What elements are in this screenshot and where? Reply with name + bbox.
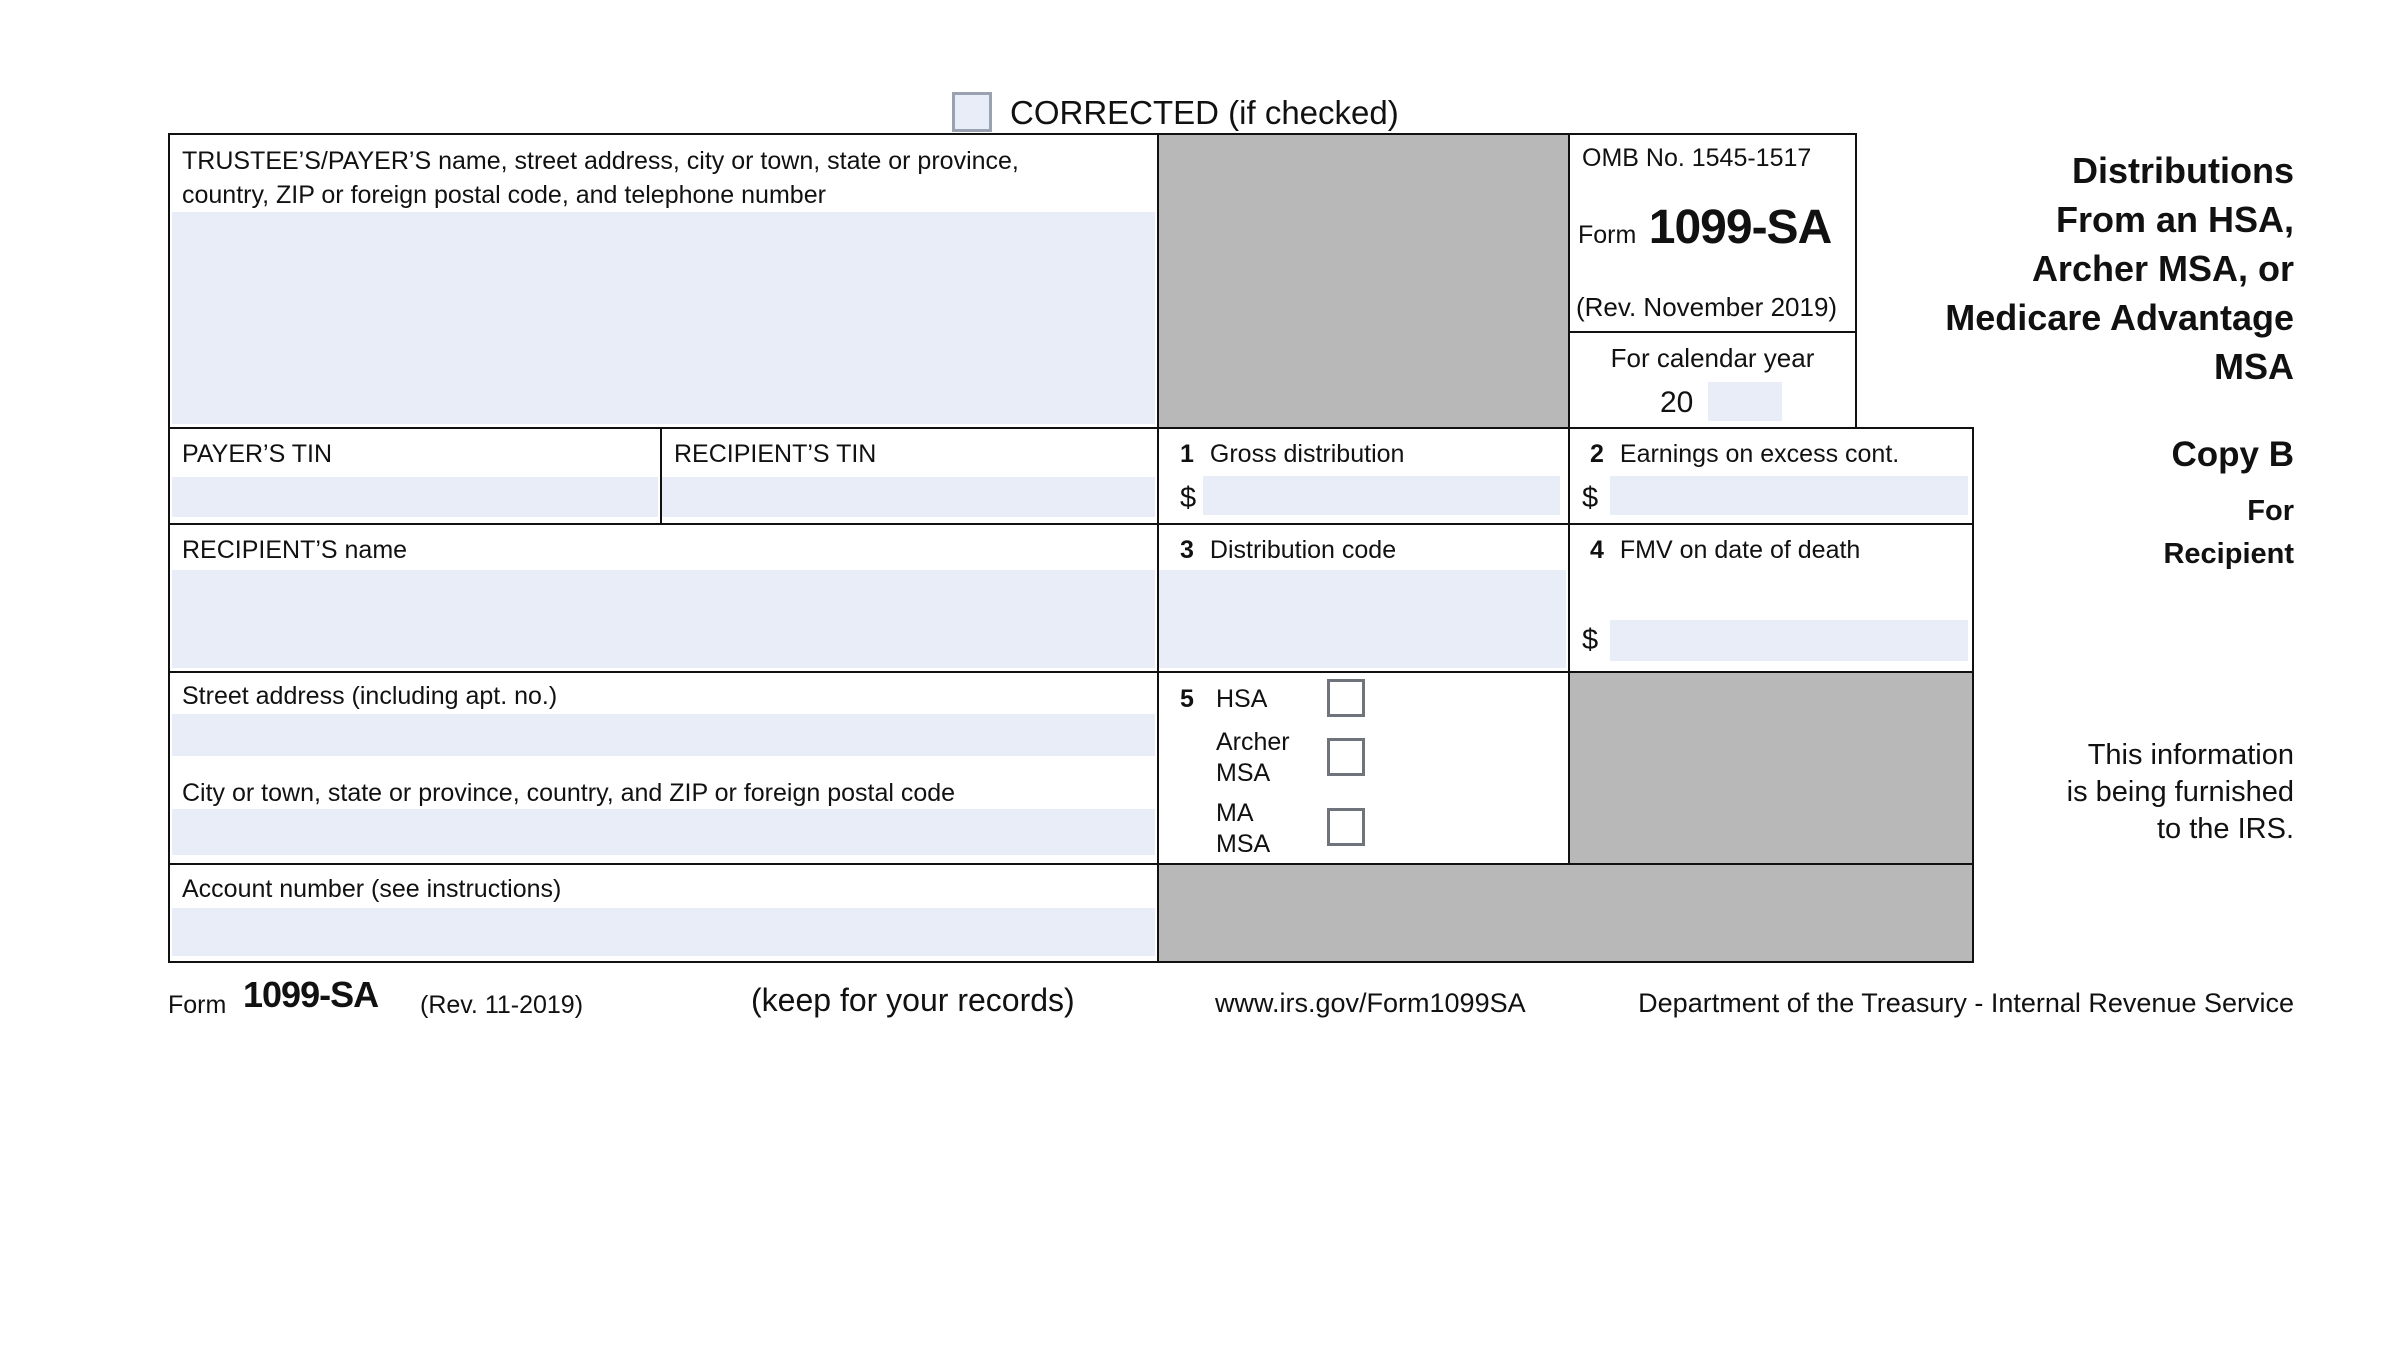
- form-title-line: MSA: [2214, 346, 2294, 387]
- street-address-input[interactable]: [172, 714, 1155, 756]
- recipient-name-label: RECIPIENT’S name: [182, 536, 408, 564]
- form-title: [1945, 146, 2294, 391]
- border-line: [168, 961, 1974, 963]
- footer-form-number: 1099-SA: [243, 974, 379, 1015]
- box4-label-text: FMV on date of death: [1619, 536, 1861, 564]
- recipient-name-input[interactable]: [172, 570, 1155, 668]
- shaded-area-bottom: [1157, 863, 1972, 961]
- box2-dollar-sign: $: [1582, 482, 1599, 514]
- footer-revision: (Rev. 11-2019): [420, 991, 584, 1019]
- calendar-year-prefix: 20: [1660, 386, 1694, 419]
- furnished-note: [2067, 737, 2294, 848]
- border-line: [168, 671, 1974, 673]
- border-line: [660, 427, 662, 523]
- furnished-note-line: to the IRS.: [2156, 813, 2294, 845]
- form-title-line: Distributions: [2072, 150, 2294, 191]
- payer-tin-label: PAYER’S TIN: [182, 440, 333, 468]
- hsa-checkbox[interactable]: [1327, 679, 1365, 717]
- box1-label-text: Gross distribution: [1209, 440, 1405, 468]
- border-line: [1972, 427, 1974, 963]
- box4-number: 4: [1590, 536, 1604, 564]
- for-line: For: [2247, 495, 2294, 527]
- account-number-input[interactable]: [172, 908, 1155, 956]
- earnings-excess-input[interactable]: [1610, 476, 1968, 515]
- border-line: [1568, 331, 1857, 333]
- trustee-info-input[interactable]: [172, 212, 1155, 424]
- corrected-label: CORRECTED (if checked): [1010, 94, 1399, 131]
- box2-label-text: Earnings on excess cont.: [1619, 440, 1900, 468]
- gross-distribution-input[interactable]: [1203, 476, 1560, 515]
- border-line: [168, 427, 1974, 429]
- border-line: [168, 523, 1974, 525]
- corrected-checkbox[interactable]: [952, 92, 992, 132]
- copy-b-for-recipient: [2163, 490, 2294, 576]
- shaded-area-middle: [1568, 671, 1972, 863]
- form-revision: (Rev. November 2019): [1576, 292, 1838, 322]
- footer-irs-url: www.irs.gov/Form1099SA: [1215, 988, 1526, 1018]
- box5-option-archer-label: Archer MSA: [1216, 728, 1290, 787]
- border-line: [1855, 133, 1857, 429]
- box1-label: [1180, 437, 1404, 471]
- box3-label: [1180, 533, 1396, 567]
- for-line: Recipient: [2163, 538, 2294, 570]
- footer-keep-note: (keep for your records): [751, 982, 1075, 1018]
- calendar-year-input[interactable]: [1708, 382, 1782, 421]
- recipient-tin-label: RECIPIENT’S TIN: [674, 440, 877, 468]
- box5-option-hsa-label: HSA: [1216, 685, 1268, 713]
- ma-msa-checkbox[interactable]: [1327, 808, 1365, 846]
- footer-department: Department of the Treasury - Internal Revenue Service: [1638, 988, 2294, 1018]
- city-input[interactable]: [172, 809, 1155, 855]
- payer-tin-input[interactable]: [172, 477, 658, 517]
- furnished-note-line: is being furnished: [2066, 776, 2294, 808]
- border-line: [1568, 133, 1570, 863]
- form-number-header: [1578, 200, 1831, 255]
- box1-dollar-sign: $: [1180, 482, 1197, 514]
- border-line: [168, 133, 1857, 135]
- omb-number: OMB No. 1545-1517: [1582, 144, 1812, 172]
- form-title-line: Archer MSA, or: [2031, 248, 2294, 289]
- city-label: City or town, state or province, country, and ZIP or foreign postal code: [182, 779, 956, 807]
- fmv-death-input[interactable]: [1610, 620, 1968, 661]
- archer-msa-checkbox[interactable]: [1327, 738, 1365, 776]
- form-word: Form: [1578, 221, 1637, 249]
- distribution-code-input[interactable]: [1159, 570, 1566, 668]
- footer-form-word: Form: [168, 991, 227, 1019]
- box3-number: 3: [1180, 536, 1194, 564]
- form-number: 1099-SA: [1648, 201, 1832, 254]
- copy-b-label: Copy B: [2171, 435, 2294, 474]
- recipient-tin-input[interactable]: [662, 477, 1155, 517]
- street-address-label: Street address (including apt. no.): [182, 682, 558, 710]
- calendar-year-label: For calendar year: [1610, 343, 1815, 373]
- box1-number: 1: [1180, 440, 1194, 468]
- box4-label: [1590, 533, 1860, 567]
- box4-dollar-sign: $: [1582, 624, 1599, 656]
- box3-label-text: Distribution code: [1209, 536, 1397, 564]
- shaded-area-top: [1157, 133, 1568, 427]
- border-line: [1157, 133, 1159, 963]
- account-number-label: Account number (see instructions): [182, 875, 562, 903]
- box2-number: 2: [1590, 440, 1604, 468]
- box2-label: [1590, 437, 1899, 471]
- box5-number: 5: [1180, 685, 1194, 713]
- form-title-line: Medicare Advantage: [1945, 297, 2294, 338]
- border-line: [168, 863, 1974, 865]
- form-title-line: From an HSA,: [2055, 199, 2294, 240]
- furnished-note-line: This information: [2087, 739, 2294, 771]
- border-line: [168, 133, 170, 963]
- trustee-label: TRUSTEE’S/PAYER’S name, street address, city or town, state or province, country, ZIP or foreign postal code, and telephone number: [182, 147, 1019, 209]
- box5-option-mamsa-label: MA MSA: [1216, 799, 1271, 858]
